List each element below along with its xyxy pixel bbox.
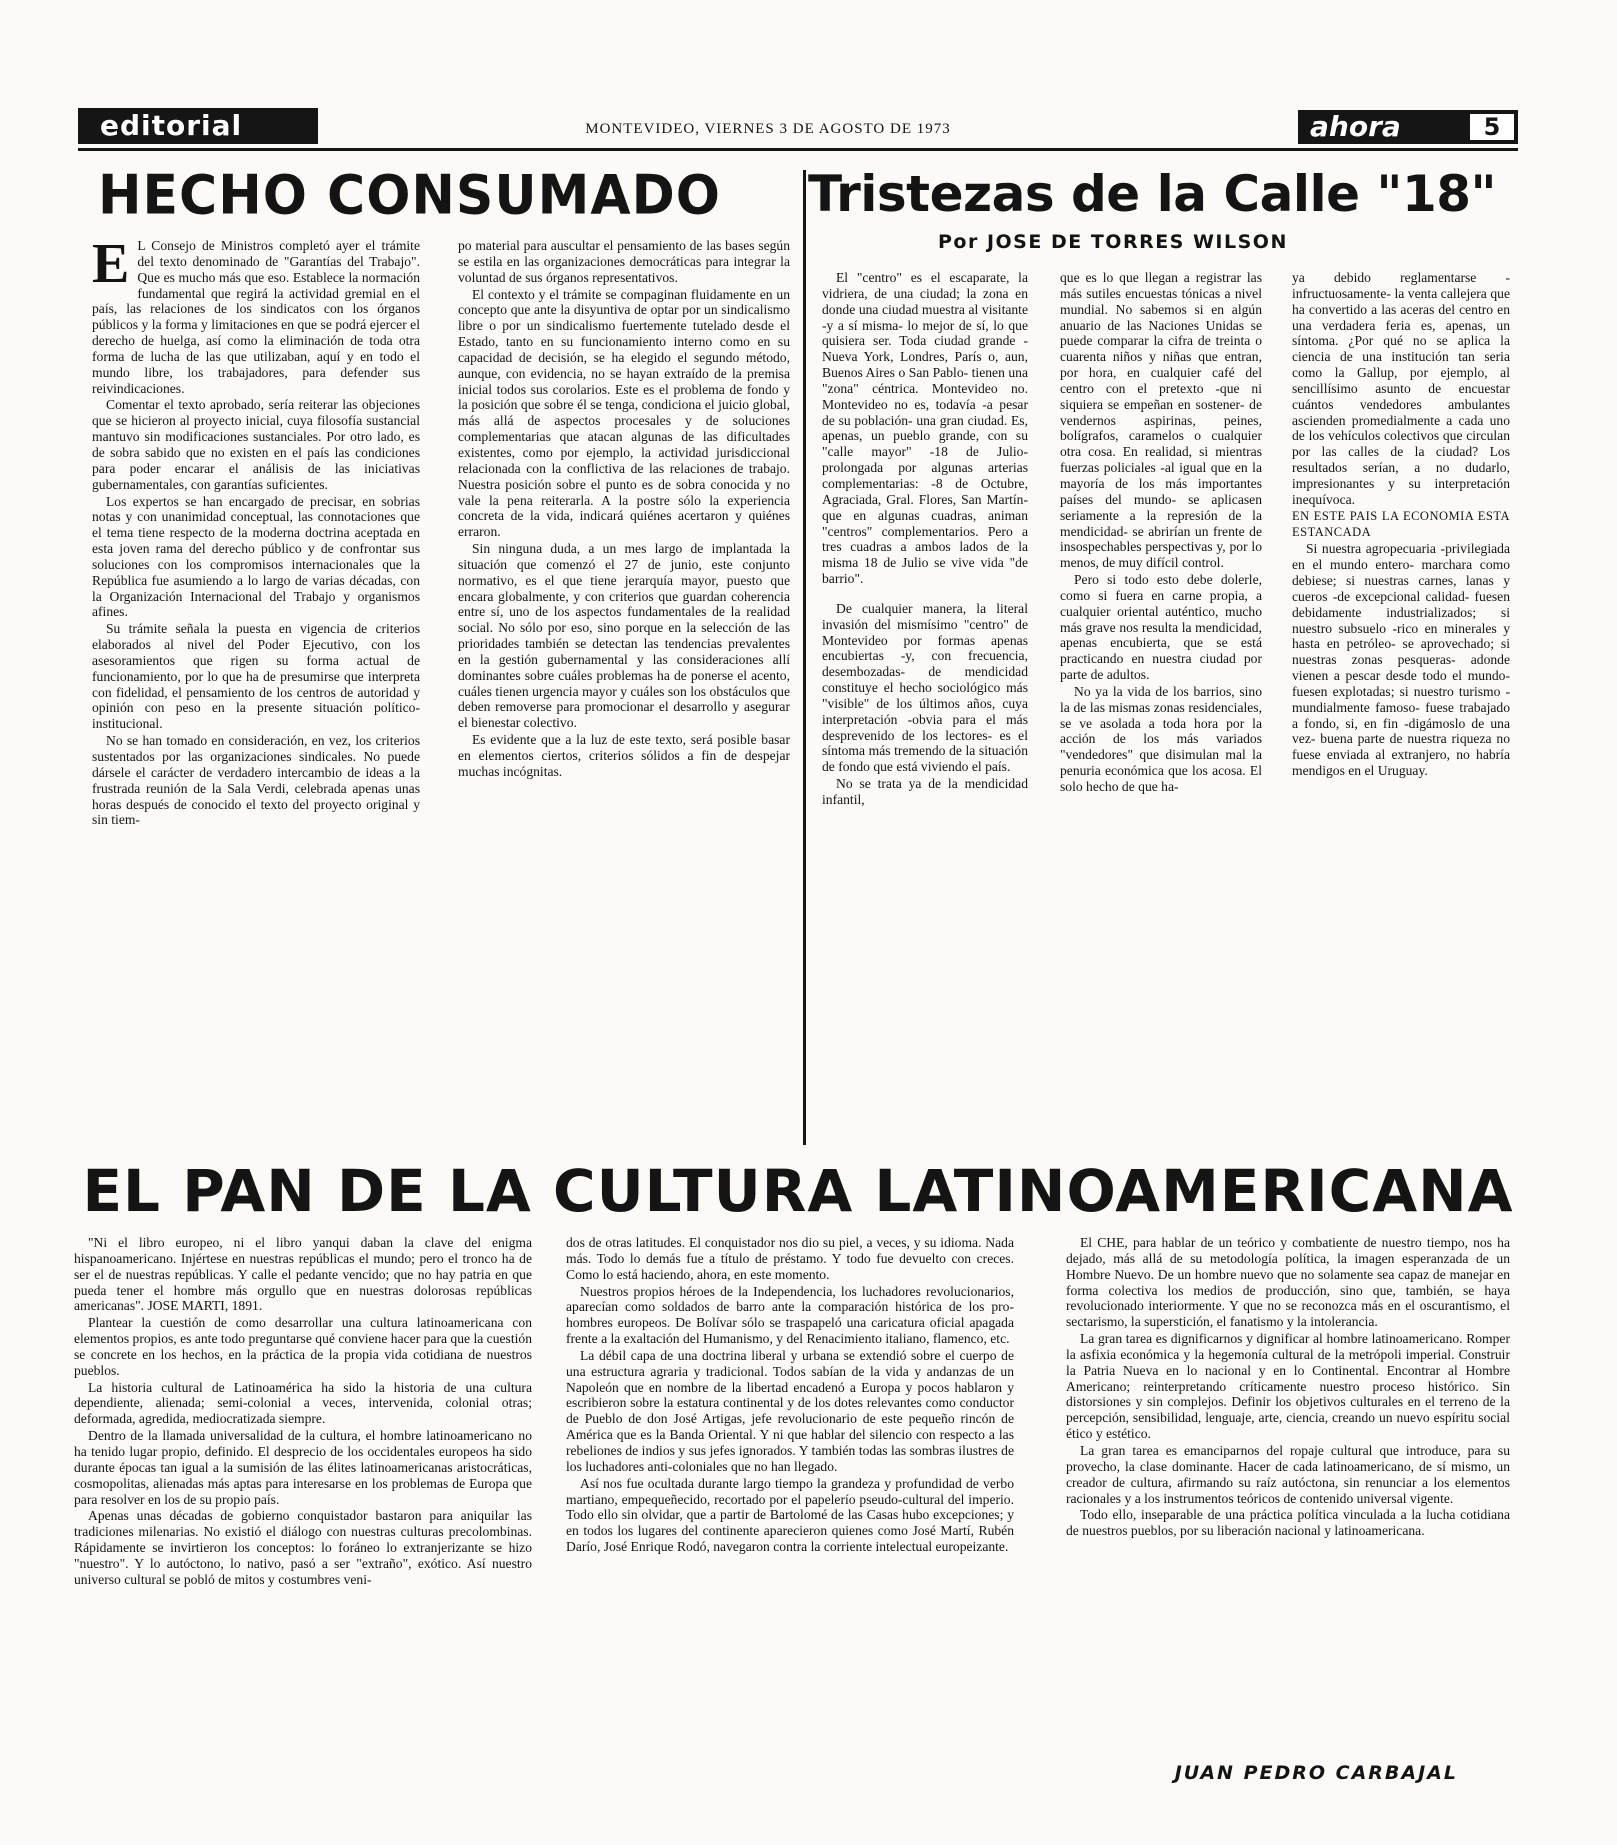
column-paragraph: Pero si todo esto debe dolerle, como si fuera en carne propia, a cualquier oriental auténtico, mucho más grave nos resulta la mendicidad, apenas encubierta, que se está practicando en nuestra ciudad por parte de adultos. [1060,572,1262,683]
feature-paragraph: Así nos fue ocultada durante largo tiempo la grandeza y profundidad de verbo martiano, empequeñecido, recortado por el papelerío pseudo-cultural del imperio. Todo ello sin olvidar, que a partir de Bartolomé de las Casas hubo excepciones; y en todos los lugares del continente aparecieron quienes como José Martí, Rubén Darío, José Enrique Rodó, navegaron contra la corriente intelectual europeizante. [566,1475,1014,1555]
feature-paragraph: El CHE, para hablar de un teórico y combatiente de nuestro tiempo, nos ha dejado, más allá de su metodología política, la imagen esperanzada de un Hombre Nuevo. De un hombre nuevo que no solamente sea capaz de manejar en forma colectiva los medios de producción, sino que, también, se haya revolucionado interiormente. Y que no se reconozca más en el oscurantismo, el sectarismo, la superstición, el fanatismo y la intolerancia. [1066,1235,1510,1330]
column-paragraph: El "centro" es el escaparate, la vidriera, de una ciudad; la zona en donde una ciudad muestra al visitante -y a sí misma- lo mejor de sí, lo que quisiera ser. Toda ciudad grande -Nueva York, Londres, París o, aun, Buenos Aires o San Pablo- tienen una "zona" céntrica. Montevideo no. Montevideo no es, todavía -a pesar de su población- una gran ciudad. Es, apenas, un pueblo grande, con su "calle mayor" -18 de Julio- prolongada por algunas arterias complementarias: -8 de Octubre, Agraciada, Gral. Flores, San Martín- que en algunas cuadras, animan "centros" complementarios. Pero a tres cuadras a ambos lados de la misma 18 de Julio se vive vida "de barrio". [822,270,1028,587]
column-byline: Por JOSE DE TORRES WILSON [938,231,1288,253]
feature-column-3 [1066,1235,1510,1755]
column-subhead: EN ESTE PAIS LA ECONOMIA ESTA ESTANCADA [1292,508,1510,539]
feature-headline: EL PAN DE LA CULTURA LATINOAMERICANA [82,1157,1514,1225]
column-paragraph: Si nuestra agropecuaria -privilegiada en el mundo entero- marchara como debiese; si nuestras carnes, lanas y cueros -de excepcional calidad- fuesen debidamente industrializados; si nuestro subsuelo -rico en minerales y hasta en petróleo- se aprovechado; si nuestras zonas pesqueras- adonde vienen a pescar desde todo el mundo- fuesen explotadas; si nuestro turismo -mundialmente famoso- fuese trabajado a fondo, si, en fin -digámoslo de una vez- buena parte de nuestra riqueza no fuese enviada al extranjero, no habría mendigos en el Uruguay. [1292,541,1510,779]
drop-cap: E [92,238,130,295]
page-number: 5 [1470,114,1514,140]
editorial-paragraph: Sin ninguna duda, a un mes largo de implantada la situación que comenzó el 27 de junio, este conjunto normativo, es el que tiene jerarquía mayor, puesto que encara globalmente, y con criterios que guardan coherencia entre sí, uno de los aspectos fundamentales de la realidad social. No sólo por eso, sino porque en la selección de las prioridades también se detectan las tendencias prevalentes en la gestión gubernamental y las consideraciones allí dominantes sobre cuáles problemas ha de ponerse el acento, cuáles tienen urgencia mayor y cuáles son los obstáculos que deben removerse para promocionar el desarrollo y asegurar el bienestar colectivo. [458,541,790,731]
feature-paragraph: Dentro de la llamada universalidad de la cultura, el hombre latinoamericano no ha tenido lugar propio, definido. El desprecio de los occidentales europeos ha sido durante épocas tan igual a la sumisión de las élites latinoamericanas aristocráticas, cosmopolitas, alienadas más aptas para interesarse en los problemas de Europa que para resolver en los de su propio país. [74,1428,532,1507]
column-paragraph: ya debido reglamentarse -infructuosamente- la venta callejera que ha convertido a las aceras del centro en una verdadera feria es, apenas, un síntoma. ¿Por qué no se aplica la ciencia de una institución tan seria como la Gallup, por ejemplo, al sencillísimo asunto de encuestar cuántos vendedores ambulantes ascienden promedialmente a cada uno de los vehículos colectivos que circulan por las calles de la ciudad? Los resultados serían, a no dudarlo, impresionantes y su interpretación inequívoca. [1292,270,1510,507]
editorial-paragraph: Es evidente que a la luz de este texto, será posible basar en elementos ciertos, criterios sólidos a fin de despejar muchas incógnitas. [458,732,790,779]
column-column-3 [1292,270,1510,1143]
editorial-paragraph: Comentar el texto aprobado, sería reiterar las objeciones que se hicieron al proyecto inicial, cuya filosofía sustancial mantuvo sin modificaciones sustanciales. Por otro lado, es de sobra sabido que no existen en el país las condiciones para poder encarar el análisis de las iniciativas gubernamentales, con garantías suficientes. [92,397,420,492]
column-paragraph: que es lo que llegan a registrar las más sutiles encuestas tónicas a nivel mundial. No sabemos si en algún anuario de las Naciones Unidas se puede comparar la cifra de treinta o cuarenta niños y niñas que entran, por hora, en cualquier café del centro con el pretexto -que ni siquiera se empeñan en sostener- de vendernos aspirinas, peines, bolígrafos, caramelos o cualquier otra cosa. En realidad, si mientras fuerzas policiales -al igual que en la mayoría de los más importantes países del mundo- se aplicasen seriamente a la represión de la mendicidad- se abrirían un frente de insospechables perspectivas y, por lo menos, de muy difícil control. [1060,270,1262,571]
editorial-paragraph: po material para auscultar el pensamiento de las bases según se estila en las organizaciones democráticas para integrar la voluntad de sus órganos representativos. [458,238,790,285]
feature-paragraph: dos de otras latitudes. El conquistador nos dio su piel, a veces, y su idioma. Nada más. Todo lo demás fue a título de préstamo. Y todo fue devuelto con creces. Como lo está haciendo, ahora, en este momento. [566,1235,1014,1282]
column-divider [803,170,806,1145]
dateline: MONTEVIDEO, VIERNES 3 DE AGOSTO DE 1973 [585,121,951,137]
section-tag: editorial [78,108,318,144]
feature-paragraph: Plantear la cuestión de como desarrollar una cultura latinoamericana con elementos propios, es ante todo preguntarse qué conviene hacer para que la cuestión se concrete en los hechos, en la práctica de la propia vida cotidiana de nuestros pueblos. [74,1315,532,1378]
feature-paragraph: Apenas unas décadas de gobierno conquistador bastaron para aniquilar las tradiciones milenarias. No existió el diálogo con nuestras culturas precolombinas. Rápidamente se invirtieron los conceptos: lo foráneo lo extranjerizante se hizo "nuestro". Y lo autóctono, lo nativo, pasó a ser "extraño", exótico. Así nuestro universo cultural se pobló de mitos y costumbres veni- [74,1508,532,1587]
masthead [78,108,1518,148]
feature-paragraph: La gran tarea es dignificarnos y dignificar al hombre latinoamericano. Romper la asfixia económica y la hegemonía cultural de la metrópoli imperial. Construir la Patria Nueva en lo nacional y en lo Continental. Encontrar al Hombre Americano; reinterpretando críticamente nuestro proceso histórico. Sin distorsiones y sin complejos. Definir los objetivos culturales en el terreno de la percepción, sensibilidad, lenguaje, arte, ciencia, creando un nuevo espíritu social ético y estético. [1066,1331,1510,1442]
editorial-paragraph: El contexto y el trámite se compaginan fluidamente en un concepto que ante la disyuntiva de optar por un sindicalismo libre o por un sindicalismo fuertemente tutelado desde el Estado, tanto en su funcionamiento interno como en su capacidad de decisión, se ha elegido el segundo método, aunque, con evidencia, no se hayan extraído de la premisa inicial todos sus corolarios. Este es el problema de fondo y la posición que sobre él se tenga, condiciona el juicio global, más allá de aspectos procesales y de soluciones complementarias que atacan algunas de las dificultades existentes, como por ejemplo, la actividad jurisdiccional relacionada con la conflictiva de las relaciones de trabajo. Nuestra posición sobre el punto es de sobra conocida y no vale la pena reiterarla. A la postre sólo la experiencia concreta de la vida, indicará quiénes acertaron y quiénes erraron. [458,286,790,540]
feature-paragraph: La gran tarea es emanciparnos del ropaje cultural que introduce, para su provecho, la clase dominante. Hacer de cada latinoamericano, de sí mismo, un creador de cultura, afirmando su raíz autóctona, sin renunciar a los elementos racionales y a los instrumentos teóricos de contenido universal vigente. [1066,1442,1510,1506]
feature-paragraph: Nuestros propios héroes de la Independencia, los luchadores revolucionarios, aparecían como soldados de barro ante la comparación histórica de los pro-hombres europeos. De Bolívar sólo se traspapeló una caricatura oficial apagada frente a la exaltación del Humanismo, y del Renacimiento italiano, flamenco, etc. [566,1283,1014,1347]
editorial-paragraph: No se han tomado en consideración, en vez, los criterios sustentados por las organizaciones sindicales. No puede dársele el carácter de verdadero intercambio de ideas a la frustrada reunión de la Sala Verdi, celebrada apenas unas horas después de conocido el texto del proyecto original y sin tiem- [92,733,420,828]
column-paragraph: No se trata ya de la mendicidad infantil, [822,776,1028,807]
feature-column-1 [74,1235,532,1795]
paper-name: ahora [1310,110,1401,143]
column-paragraph: No ya la vida de los barrios, sino la de las mismas zonas residenciales, se ve asolada a toda hora por la acción de los más variados "vendedores" que disimulan mal la penuria económica que los acosa. El solo hecho de que ha- [1060,683,1262,794]
feature-paragraph: Todo ello, inseparable de una práctica política vinculada a la lucha cotidiana de nuestros pueblos, por su liberación nacional y latinoamericana. [1066,1507,1510,1539]
editorial-paragraph: Los expertos se han encargado de precisar, en sobrias notas y con unanimidad conceptual, las connotaciones que el tema tiene respecto de la moderna doctrina aceptada en esta joven rama del derecho público y de confrontar sus soluciones con los compromisos internacionales que la República fue asumiendo a lo largo de varias décadas, con la Organización Internacional del Trabajo y organismos afines. [92,493,420,620]
column-column-1 [822,270,1028,1143]
feature-paragraph: La débil capa de una doctrina liberal y urbana se extendió sobre el cuerpo de una estructura agraria y tradicional. Todos sabían de la vida y andanzas de un Napoleón que en nombre de la libertad encadenó a Europa y pocos hablaron y escribieron sobre la estatura continental y de los dotes relevantes como conductor de Pueblo de don José Artigas, jefe revolucionario de este pequeño rincón de América que es la Banda Oriental. Y ni que hablar del silencio con respecto a las rebeliones de indios y sus jefes ignorados. Y también todas las sombras ilustres de los luchadores anti-coloniales que no han llegado. [566,1347,1014,1474]
editorial-paragraph: Su trámite señala la puesta en vigencia de criterios elaborados al nivel del Poder Ejecutivo, con los asesoramientos que rigen su forma actual de funcionamiento, por lo que ha de presumirse que interpreta con fidelidad, el pensamiento de los centros de autoridad y opinión con peso en la presente situación político-institucional. [92,621,420,732]
paper-tag [1298,110,1518,144]
editorial-headline: HECHO CONSUMADO [98,164,721,227]
column-paragraph: De cualquier manera, la literal invasión del mismísimo "centro" de Montevideo por formas apenas encubiertas -y, con frecuencia, desembozadas- de mendicidad constituye el hecho sociológico más "visible" de los últimos años, cuya interpretación -obvia para el más desprevenido de los lectores- es el síntoma más tremendo de la situación de fondo que está viviendo el país. [822,600,1028,775]
editorial-column-2 [458,238,790,1143]
column-headline: Tristezas de la Calle "18" [808,165,1497,223]
feature-paragraph: La historia cultural de Latinoamérica ha sido la historia de una cultura dependiente, alienada; semi-colonial a veces, intervenida, colonial otras; deformada, agredida, mediocratizada siempre. [74,1379,532,1427]
editorial-column-1 [92,238,420,1143]
column-column-2 [1060,270,1262,1143]
feature-paragraph: "Ni el libro europeo, ni el libro yanqui daban la clave del enigma hispanoamericano. Injértese en nuestras repúblicas el mundo; pero el tronco ha de ser el de nuestras repúblicas. Y calle el pedante vencido; que no hay patria en que pueda tener el hombre más orgullo que en nuestras dolorosas repúblicas americanas". JOSE MARTI, 1891. [74,1235,532,1314]
header-rule [78,148,1518,151]
author-signature: JUAN PEDRO CARBAJAL [1174,1762,1458,1784]
newspaper-page [74,108,1518,1788]
editorial-paragraph: E L Consejo de Ministros completó ayer el trámite del texto denominado de "Garantías del Trabajo". Que es mucho más que eso. Establece la normación fundamental que regirá la actividad gremial en el país, las relaciones de los sindicatos con los órganos públicos y la forma y limitaciones en que se podrá ejercer el derecho de huelga, así como la eliminación de toda otra forma de lucha de las que utilizaban, aquí y en todo el mundo libre, los trabajadores, para defender sus reivindicaciones. [92,238,420,396]
feature-column-2 [566,1235,1014,1795]
